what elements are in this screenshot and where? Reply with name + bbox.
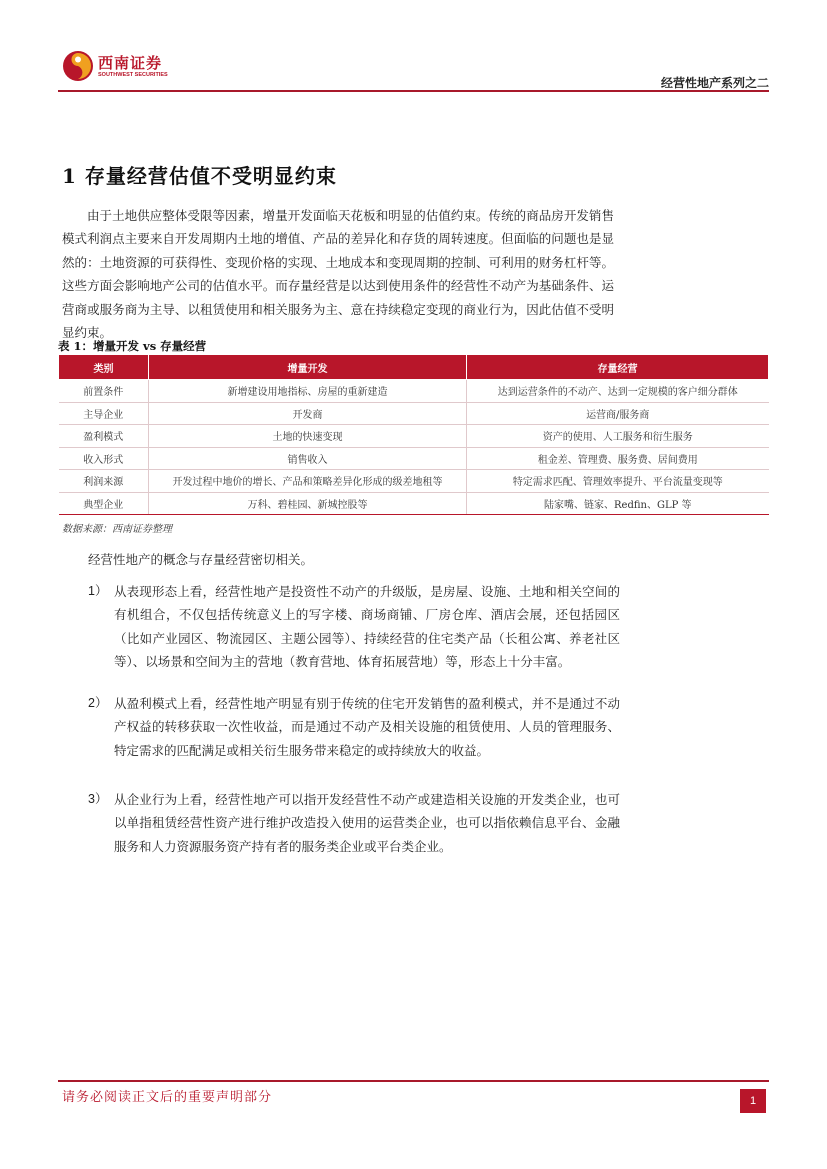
section-heading: 1 存量经营估值不受明显约束 bbox=[62, 164, 337, 188]
table-row bbox=[59, 380, 769, 403]
table-row bbox=[59, 402, 769, 425]
table-source-note: 数据来源：西南证券整理 bbox=[62, 524, 172, 535]
table-row bbox=[59, 447, 769, 470]
table-row bbox=[59, 492, 769, 515]
report-series-title: 经营性地产系列之二 bbox=[660, 76, 769, 90]
company-logo bbox=[62, 50, 182, 86]
table-cell: 运营商/服务商 bbox=[467, 402, 769, 425]
table-cell: 典型企业 bbox=[59, 492, 149, 515]
table-cell: 资产的使用、人工服务和衍生服务 bbox=[467, 425, 769, 448]
table-cell: 主导企业 bbox=[59, 402, 149, 425]
comparison-table bbox=[58, 354, 769, 515]
table-cell: 前置条件 bbox=[59, 380, 149, 403]
list-item bbox=[88, 580, 620, 674]
column-header: 类别 bbox=[59, 355, 149, 380]
logo-chinese-name: 西南证券 bbox=[98, 54, 163, 72]
intro-paragraph: 由于土地供应整体受限等因素，增量开发面临天花板和明显的估值约束。传统的商品房开发销售模式利润点主要来自开发周期内土地的增值、产品的差异化和存货的周转速度。但面临的问题也是显然的：土地资源的可获得性、变现价格的实现、土地成本和变现周期的控制、可利用的财务杠杆等。这些方面会影响地产公司的估值水平。而存量经营是以达到使用条件的经营性不动产为基础条件、运营商或服务商为主导、以租赁使用和相关服务为主、意在持续稳定变现的商业行为，因此估值不受明显约束。 bbox=[62, 208, 614, 341]
list-item-number: 1） bbox=[88, 584, 108, 598]
list-item bbox=[88, 788, 620, 858]
table-cell: 租金差、管理费、服务费、居间费用 bbox=[467, 447, 769, 470]
logo-english-name: SOUTHWEST SECURITIES bbox=[98, 72, 168, 78]
footer-divider bbox=[58, 1080, 769, 1082]
table-row bbox=[59, 470, 769, 493]
table-cell: 开发商 bbox=[149, 402, 467, 425]
lead-sentence: 经营性地产的概念与存量经营密切相关。 bbox=[88, 552, 314, 567]
table-cell: 新增建设用地指标、房屋的重新建造 bbox=[149, 380, 467, 403]
list-item-text: 从表现形态上看，经营性地产是投资性不动产的升级版，是房屋、设施、土地和相关空间的有机组合，不仅包括传统意义上的写字楼、商场商铺、厂房仓库、酒店会展，还包括园区（比如产业园区、物流园区、主题公园等）、持续经营的住宅类产品（长租公寓、养老社区等）、以场景和空间为主的营地（教育营地、体育拓展营地）等，形态上十分丰富。 bbox=[114, 584, 620, 670]
table-cell: 特定需求匹配、管理效率提升、平台流量变现等 bbox=[467, 470, 769, 493]
table-header-row bbox=[59, 355, 769, 380]
list-item-number: 3） bbox=[88, 792, 108, 806]
logo-emblem-icon bbox=[62, 50, 94, 82]
column-header: 增量开发 bbox=[149, 355, 467, 380]
page-number: 1 bbox=[740, 1089, 766, 1113]
table-caption: 表 1：增量开发 vs 存量经营 bbox=[58, 339, 207, 353]
table-cell: 利润来源 bbox=[59, 470, 149, 493]
disclaimer-notice: 请务必阅读正文后的重要声明部分 bbox=[62, 1090, 273, 1105]
table-row bbox=[59, 425, 769, 448]
list-item-number: 2） bbox=[88, 696, 108, 710]
table-cell: 销售收入 bbox=[149, 447, 467, 470]
table-cell: 万科、碧桂园、新城控股等 bbox=[149, 492, 467, 515]
table-cell: 开发过程中地价的增长、产品和策略差异化形成的级差地租等 bbox=[149, 470, 467, 493]
list-item-text: 从盈利模式上看，经营性地产明显有别于传统的住宅开发销售的盈利模式，并不是通过不动产权益的转移获取一次性收益，而是通过不动产及相关设施的租赁使用、人员的管理服务、特定需求的匹配满足或相关衍生服务带来稳定的或持续放大的收益。 bbox=[114, 696, 620, 758]
table-cell: 陆家嘴、链家、Redfin、GLP 等 bbox=[467, 492, 769, 515]
table-cell: 收入形式 bbox=[59, 447, 149, 470]
list-item bbox=[88, 692, 620, 762]
table-cell: 盈利模式 bbox=[59, 425, 149, 448]
table-cell: 达到运营条件的不动产、达到一定规模的客户细分群体 bbox=[467, 380, 769, 403]
table-cell: 土地的快速变现 bbox=[149, 425, 467, 448]
header-divider bbox=[58, 90, 769, 92]
list-item-text: 从企业行为上看，经营性地产可以指开发经营性不动产或建造相关设施的开发类企业，也可以单指租赁经营性资产进行维护改造投入使用的运营类企业，也可以指依赖信息平台、金融服务和人力资源服务资产持有者的服务类企业或平台类企业。 bbox=[114, 792, 620, 854]
column-header: 存量经营 bbox=[467, 355, 769, 380]
